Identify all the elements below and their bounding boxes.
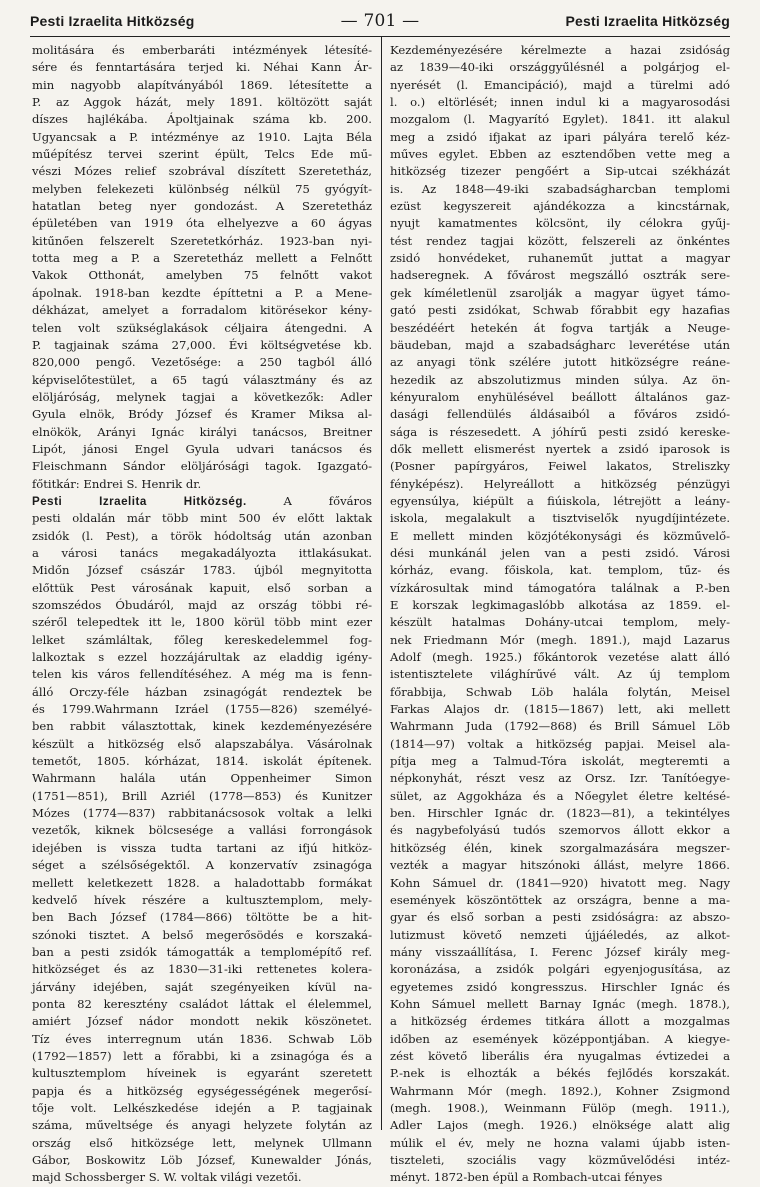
text-line: nyerését (l. Emancipáció), majd a türelmi adó	[390, 77, 730, 92]
text-line: események köszöntöttek az országra, benne a ma-	[390, 892, 730, 907]
text-line: lalkoztak s ezzel hozzájárultak az eladdig igény-	[32, 650, 372, 665]
text-line: műépítész tervei szerint épült, Telcs Ede mű-	[32, 147, 372, 162]
text-line: l. o.) eltörlését; innen indul ki a magyarosodási	[390, 95, 730, 110]
text-line: kényuralom enyhülésével beállott általános gaz-	[390, 389, 730, 404]
text-line: ben Bach József (1784—866) töltötte be a hit-	[32, 910, 372, 925]
text-line: Ugyancsak a P. intézménye az 1910. Lajta Béla	[32, 129, 372, 144]
text-line: álló Orczy-féle házban zsinagógát rendeztek be	[32, 684, 372, 699]
header-rule	[30, 36, 730, 37]
text-line: sület, az Aggokháza és a Nőegylet életre keltésé-	[390, 788, 730, 803]
text-line: képviselőtestület, a 65 tagú választmány és az	[32, 372, 372, 387]
text-line: készült hatalmas Dohány-utcai templom, mely-	[390, 615, 730, 630]
text-line: egyensúlya, kiépült a fiúiskola, létrejött a leány-	[390, 493, 730, 508]
text-line: temetőt, 1805. kórházat, 1814. iskolát építenek.	[32, 754, 372, 769]
text-line: ményt. 1872-ben épül a Rombach-utcai fényes	[390, 1170, 663, 1185]
text-line: ben. Hirschler Ignác dr. (1823—81), a tekintélyes	[390, 806, 730, 821]
article-heading-line: Pesti Izraelita Hitközség. A főváros	[32, 493, 373, 508]
text-line: vészi Mózes relief szobrával díszített Szeretetház,	[32, 164, 372, 179]
text-line: is. Az 1848—49-iki szabadságharcban templomi	[390, 181, 730, 196]
text-line: tője volt. Lelkészkedése idején a P. tagjainak	[32, 1100, 372, 1115]
text-line: hitközség élén, kinek szorgalmazására megszer-	[390, 840, 730, 855]
text-line: kitűnően felszerelt Szeretetkórház. 1923-ban nyi-	[32, 233, 372, 248]
text-line: egyetemes zsidó kongresszus. Hirschler Ignác és	[390, 979, 730, 994]
text-line: vezetők, kiknek bölcsesége a vallási forrongások	[32, 823, 372, 838]
article-heading: Pesti Izraelita Hitközség.	[32, 494, 247, 508]
text-line: meg a zsidó ifjakat az ipari pályára terelő kéz-	[390, 129, 730, 144]
text-line: 820,000 pengő. Vezetősége: a 250 tagból álló	[32, 355, 372, 370]
text-line: előttük Pest városának kapuit, első sorban a	[32, 580, 372, 595]
text-line: műves egylet. Ebben az esztendőben vette meg a	[390, 147, 730, 162]
text-line: ban a pesti zsidók támogatták a templomépítő ref.	[32, 944, 372, 959]
text-line: ezüst kegyszereit ajándékozza a kincstárnak,	[390, 199, 730, 214]
text-line: Kohn Sámuel mellett Barnay Ignác (megh. 1878.),	[390, 996, 730, 1011]
text-line: telen kis város fellendítéséhez. A még ma is fenn-	[32, 667, 372, 682]
text-line: Wahrmann Juda (1792—868) és Brill Sámuel Löb	[390, 719, 730, 734]
text-line: Gyula elnök, Bródy József és Kramer Miksa al-	[32, 407, 372, 422]
text-line: E korszak legkimagaslóbb alkotása az 1859. el-	[390, 598, 730, 612]
text-line: elöljáróság, melynek tagjai a következők: Adler	[32, 389, 372, 404]
text-line: ország első hitközsége lett, melynek Ullmann	[32, 1135, 372, 1150]
text-line: istentisztelete világhírűvé vált. Az új templom	[390, 667, 730, 682]
text-line: hitközséget és az 1830—31-iki rettenetes kolera-	[32, 962, 372, 977]
text-line: amiért József nádor mondott nekik köszönetet.	[32, 1014, 372, 1029]
text-line: az 1839—40-iki országgyűlésnél a polgárjog el-	[390, 60, 730, 75]
text-line: Kohn Sámuel dr. (1841—920) hivatott meg. Nagy	[390, 875, 730, 890]
text-line: majd Schossberger S. W. voltak világi vezetői.	[32, 1170, 302, 1185]
text-line: hatatlan beteg nyer gondozást. A Szeretetház	[32, 199, 372, 214]
text-line: lutizmust követő nemzeti újjáéledés, az alkot-	[390, 927, 730, 942]
text-line: a városi tanács megakadályozta ittlakásukat.	[32, 545, 372, 560]
text-line: P. tagjainak száma 27,000. Évi költségvetése kb.	[32, 337, 372, 352]
text-line: szomszédos Óbudáról, majd az ország többi ré-	[32, 598, 372, 612]
text-line: Adolf (megh. 1925.) főkántorok vezetése alatt álló	[390, 650, 730, 665]
text-line: dők mellett elismerést nyertek a zsidó iparosok is	[390, 441, 730, 456]
text-line: E mellett minden közjótékonysági és közművelő-	[390, 528, 730, 543]
text-line: bäudeban, majd a szabadságharc leverétése után	[390, 337, 730, 352]
text-line: széről telepedtek itt le, 1800 körül több mint ezer	[32, 615, 372, 630]
text-line: Tíz éves interregnum után 1836. Schwab Löb	[32, 1031, 372, 1046]
text-line: főtitkár: Endrei S. Henrik dr.	[32, 476, 202, 491]
text-line: dasági fellendülés áldásaiból a főváros zsidó-	[390, 407, 730, 422]
text-line: elnökök, Arányi Ignác királyi tanácsos, Breitner	[32, 424, 372, 439]
text-line: készült a hitközség első alapszabálya. Vásárolnak	[32, 736, 372, 751]
text-line: iskola, megalakult a tisztviselők nyugdíjintézete.	[390, 511, 730, 526]
text-line: mány visszaállítása, I. Ferenc József király meg-	[390, 944, 730, 959]
text-line: telen volt szükséglakások céljaira átengedni. A	[32, 320, 372, 335]
text-line: zsidók (l. Pest), a török hódoltság után azonban	[32, 528, 372, 543]
text-line: kultusztemplom híveinek is egyaránt szeretett	[32, 1066, 372, 1081]
text-line: (1792—1857) lett a főrabbi, ki a zsinagóga és a	[32, 1048, 372, 1063]
text-line: melyben felekezeti különbség nélkül 75 gyógyít-	[32, 181, 372, 196]
page-number: — 701 —	[340, 11, 420, 31]
text-line: Wahrmann halála után Oppenheimer Simon	[32, 771, 372, 786]
text-line: sága is részesedett. A jóhírű pesti zsidó kereske-	[390, 424, 730, 439]
column-divider	[381, 37, 382, 1130]
text-line: Vakok Otthonát, amelyben 75 felnőtt vakot	[32, 268, 372, 283]
text-line: sére és fenntartására terjed ki. Néhai Kann Ár-	[32, 60, 372, 75]
text-line: Gábor, Boskowitz Löb József, Kunewalder Jónás,	[32, 1153, 372, 1167]
text-line: nyujt kamatmentes kölcsönt, ily célokra gyűj-	[390, 216, 730, 231]
text-line: zsidó honvédeket, ruhaneműt juttat a magyar	[390, 251, 730, 266]
text-line: járvány idejében, saját szegényeiken kívül na-	[32, 979, 372, 994]
text-line: Midőn József császár 1783. újból megnyitotta	[32, 563, 372, 578]
text-line: koronázása, a zsidók polgári egyenjogusítása, az	[390, 962, 730, 977]
text-line: tést rendez tagjai között, felszereli az önkéntes	[390, 233, 730, 248]
text-line: P. az Aggok házát, mely 1891. költözött saját	[32, 95, 372, 110]
text-line: (1814—97) voltak a hitközség papjai. Meisel ala-	[390, 736, 730, 751]
text-line: Kezdeményezésére kérelmezte a hazai zsidóság	[390, 43, 730, 57]
text-line: papja és a hitközség egységességének megerősí-	[32, 1083, 372, 1098]
text-line: Lipót, jánosi Engel Gyula udvari tanácsos és	[32, 441, 372, 456]
text-line: Fleischmann Sándor elöljárósági tagok. Igazgató-	[32, 459, 372, 474]
text-line: mellett keletkezett 1828. a haladottabb formákat	[32, 875, 372, 890]
text-line: időben az események középpontjában. A kiegye-	[390, 1031, 730, 1046]
text-line: mozgalom (l. Magyarító Egylet). 1841. itt alakul	[390, 112, 730, 127]
text-line: népkonyhát, részt vesz az Orsz. Izr. Tanítóegye-	[390, 771, 730, 786]
text-line: fényképész). Helyreállott a hitközség pénzügyi	[390, 476, 730, 491]
text-line: vízkárosultak mind támogatóra találnak a P.-ben	[390, 580, 730, 595]
header-right: Pesti Izraelita Hitközség	[565, 13, 730, 29]
text-line: idejében is vissza tudta tartani az ifjú hitköz-	[32, 840, 372, 855]
left-column	[32, 42, 373, 1185]
text-line: ben rabbit választottak, kinek kezdeményezésére	[32, 719, 372, 734]
text-line: totta meg a P. a Szeretetház mellett a Felnőtt	[32, 251, 372, 266]
text-line: P.-nek is elhozták a békés fejlődés korszakát.	[390, 1066, 730, 1081]
text-line: hitközség tizezer pengőért a Sip-utcai székházát	[390, 164, 730, 179]
text-line: Mózes (1774—837) rabbitanácsosok voltak a lelki	[32, 806, 372, 821]
text-line: min nagyobb alapítványából 1869. létesítette a	[32, 77, 372, 92]
text-line: Farkas Alajos dr. (1815—1867) lett, aki mellett	[390, 702, 730, 717]
text-line: gek kíméletlenül zsarolják a magyar ügyet támo-	[390, 285, 730, 300]
text-line: ponta 82 keresztény családot láttak el élelemmel,	[32, 996, 372, 1011]
text-line: (Posner papírgyáros, Feiwel lakatos, Streliszky	[390, 459, 730, 474]
text-line: a hitközség érdemes titkára állott a mozgalmas	[390, 1014, 730, 1029]
text-line: zést követő liberális éra nyugalmas évtizedei a	[390, 1048, 730, 1063]
right-column	[390, 42, 730, 1185]
text-line: séget a szélsőségektől. A konzervatív zsinagóga	[32, 858, 372, 873]
text-line: főrabbija, Schwab Löb halála folytán, Meisel	[390, 684, 730, 699]
text-line: gyar és első sorban a pesti zsidóságra: az abszo-	[390, 910, 730, 925]
running-header	[30, 8, 730, 34]
text-line: ápolnak. 1918-ban kezdte építtetni a P. a Mene-	[32, 285, 372, 300]
text-line: dékházat, amelyet a forradalom kitörésekor kény-	[32, 303, 372, 318]
text-line: pítja meg a Talmud-Tóra iskolát, megteremti a	[390, 754, 730, 769]
text-line: (1751—851), Brill Azriél (1778—853) és Kunitzer	[32, 788, 372, 803]
text-line: épületében van 1919 óta elhelyezve a 60 ágyas	[32, 216, 372, 231]
text-line: nek Friedmann Mór (megh. 1891.), majd Lazarus	[390, 632, 730, 647]
text-line: múlik el év, mely ne hozna valami újabb isten-	[390, 1135, 730, 1150]
text-line: lelket számláltak, főleg kereskedelemmel fog-	[32, 632, 372, 647]
text-line: kórház, evang. főiskola, kat. templom, tűz- és	[390, 563, 730, 578]
header-left: Pesti Izraelita Hitközség	[30, 13, 195, 29]
text-line: vezték a magyar hitszónoki állást, melyre 1866.	[390, 858, 730, 873]
text-line: (megh. 1908.), Weinmann Fülöp (megh. 1911.),	[390, 1100, 730, 1115]
text-line: Adler Lajos (megh. 1926.) elnöksége alatt alig	[390, 1118, 730, 1133]
text-line: száma, műveltsége és anyagi helyzete folytán az	[32, 1118, 372, 1133]
text-line: pesti oldalán már több mint 500 év előtt laktak	[32, 511, 372, 526]
text-line: molitására és emberbaráti intézmények létesíté-	[32, 43, 372, 57]
text-line: Wahrmann Mór (megh. 1892.), Kohner Zsigmond	[390, 1083, 730, 1098]
text-line: az anyagi tönk szélére jutott hitközségre reáne-	[390, 355, 730, 370]
text-line: és 1799.Wahrmann Izráel (1755—826) személyé-	[32, 702, 372, 717]
text-line: kedvelő hívek részére a kultusztemplom, mely-	[32, 892, 372, 907]
text-line: gató pesti zsidókat, Schwab főrabbit egy hazafias	[390, 303, 730, 318]
text-line: díszes hajlékába. Ápoltjainak száma kb. 200.	[32, 112, 372, 127]
text-line: és nagybefolyású tudós szemorvos állott ekkor a	[390, 823, 730, 838]
text-line: tiszteleti, szociális vagy közművelődési intéz-	[390, 1153, 730, 1167]
text-line: hadseregnek. A fővárost megszálló osztrák sere-	[390, 268, 730, 283]
text-line: hezedik az abszolutizmus minden súlya. Az ön-	[390, 372, 730, 387]
text-line: szónoki tisztet. A belső megerősödés e korszaká-	[32, 927, 372, 942]
text-line: beszédéért hetekén át fogva tartják a Neuge-	[390, 320, 730, 335]
text-line: dési munkánál jelen van a pesti zsidó. Városi	[390, 545, 730, 560]
